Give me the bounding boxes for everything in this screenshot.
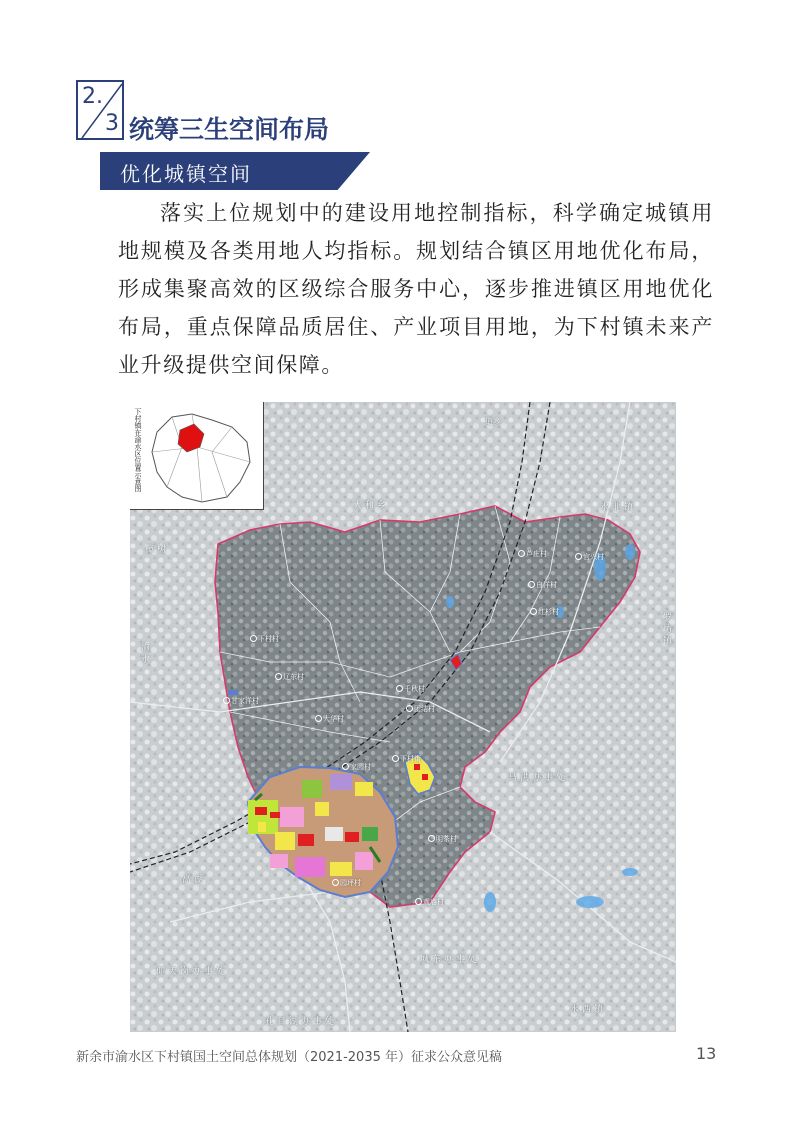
planning-map [130,402,676,1032]
label-left-town: 渝水 [139,642,149,666]
label-kongmu: 孔目湖办事处 [265,1017,338,1027]
section-number-box [76,80,124,140]
section-title: 统筹三生空间布局 [129,115,330,144]
village-ganjia: 甘家洋村 [223,696,259,706]
village-luzhuang: 芦庄村 [518,549,547,559]
section-number-minor: 3 [105,111,119,136]
inset-caption: 下村镇在渝水区位置示意图 [134,408,142,492]
inset-locator-map [130,402,264,510]
label-shuibei: 水北镇 [600,503,637,513]
label-gaoshan: 高湖 [182,875,207,885]
footer-document-title: 新余市渝水区下村镇国土空间总体规划（2021-2035 年）征求公众意见稿 [76,1050,502,1065]
village-mingcha: 明茶村 [428,834,457,844]
village-qianyi: 千秋村 [396,684,425,694]
village-hongshan: 红杉村 [530,607,559,617]
village-jiayuan: 家园村 [342,762,371,772]
village-liaodong: 辽东村 [275,672,304,682]
label-yangtian: 仰天岗办事处 [156,967,229,977]
label-chengdong: 城东办事处 [420,955,481,965]
label-daoye: 道乡 [485,417,501,426]
village-tuanjie: 团结村 [406,704,435,714]
label-machong: 马洪办事处 [508,773,569,783]
body-paragraph: 落实上位规划中的建设用地控制指标，科学确定城镇用地规模及各类用地人均指标。规划结合镇区用地优化布局，形成集聚高效的区级综合服务中心，逐步推进镇区用地优化布局，重点保障品质居住、产业项目用地，为下村镇未来产业升级提供空间保障。 [118,201,714,377]
page-number: 13 [696,1044,717,1063]
label-zhangshu: 樟树 [145,545,170,555]
label-shuixi: 水西镇 [570,1005,607,1015]
village-xiacunjie: 下村街 [392,754,421,764]
village-guanxin: 官兴村 [575,552,604,562]
village-yuanping: 园坪村 [332,878,361,888]
village-xiacun: 下村村 [250,634,279,644]
inset-graphic [142,402,262,509]
village-baiyang: 白洋村 [528,580,557,590]
village-guanmiao: 观庙村 [415,897,444,907]
section-number-major: 2. [82,84,103,109]
label-dahe: 大和乡 [353,501,390,511]
label-luofang: 罗坊镇 [661,612,671,648]
subsection-title: 优化城镇空间 [120,162,252,186]
village-dahua: 大华村 [315,714,344,724]
